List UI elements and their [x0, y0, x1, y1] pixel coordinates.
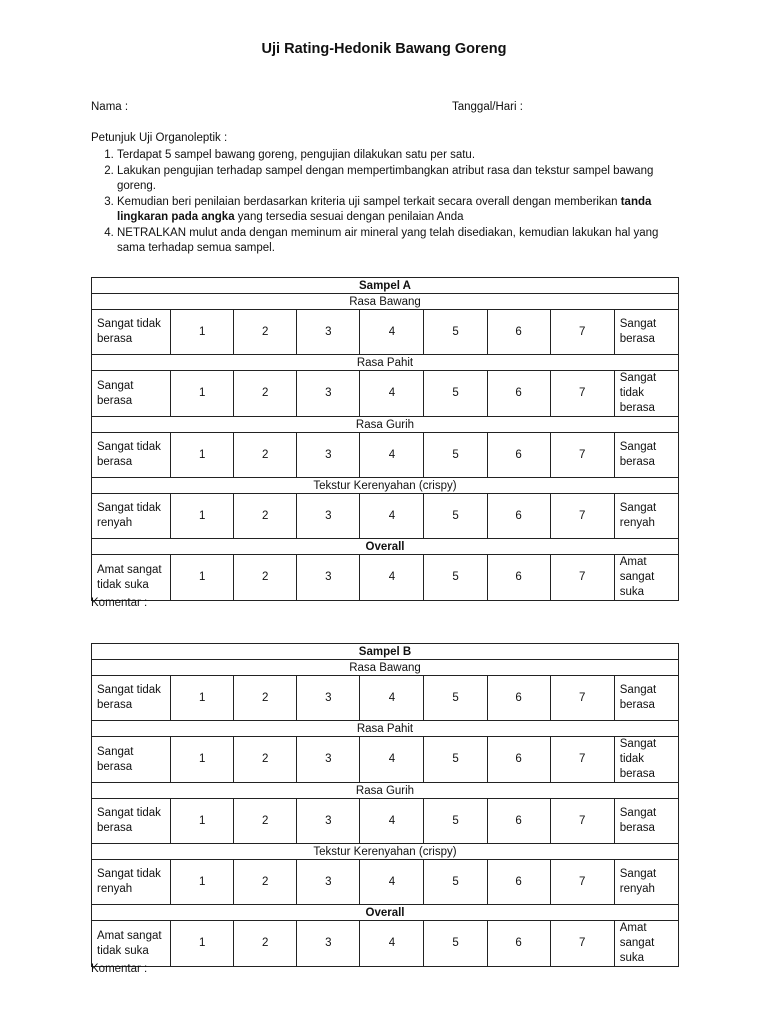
scale-right-anchor: Sangat tidak berasa: [614, 737, 678, 783]
scale-option-6[interactable]: 6: [487, 371, 550, 417]
sampel-b-table: [91, 643, 679, 967]
instruction-emphasis: tanda lingkaran pada angka: [117, 196, 652, 223]
scale-right-anchor: Amat sangat suka: [614, 921, 678, 967]
nama-field-label: Nama :: [91, 101, 129, 113]
scale-right-anchor: Sangat berasa: [614, 799, 678, 844]
scale-left-anchor: Sangat tidak berasa: [92, 799, 171, 844]
scale-option-6[interactable]: 6: [487, 494, 550, 539]
scale-option-3[interactable]: 3: [297, 860, 360, 905]
scale-option-2[interactable]: 2: [234, 310, 297, 355]
sampel-b-komentar: Komentar :: [91, 963, 148, 975]
scale-option-4[interactable]: 4: [360, 555, 424, 601]
scale-option-7[interactable]: 7: [550, 860, 614, 905]
scale-option-7[interactable]: 7: [550, 676, 614, 721]
scale-option-6[interactable]: 6: [487, 921, 550, 967]
scale-option-7[interactable]: 7: [550, 737, 614, 783]
scale-option-2[interactable]: 2: [234, 676, 297, 721]
scale-option-5[interactable]: 5: [424, 433, 487, 478]
scale-option-6[interactable]: 6: [487, 676, 550, 721]
sampel-a-table: [91, 277, 679, 601]
scale-option-3[interactable]: 3: [297, 676, 360, 721]
attribute-header: Rasa Gurih: [92, 417, 679, 433]
scale-option-5[interactable]: 5: [424, 799, 487, 844]
scale-option-7[interactable]: 7: [550, 921, 614, 967]
scale-option-4[interactable]: 4: [360, 799, 424, 844]
sampel-a-komentar: Komentar :: [91, 597, 148, 609]
scale-option-3[interactable]: 3: [297, 310, 360, 355]
scale-option-1[interactable]: 1: [171, 310, 234, 355]
scale-left-anchor: Amat sangat tidak suka: [92, 921, 171, 967]
scale-option-5[interactable]: 5: [424, 310, 487, 355]
scale-option-5[interactable]: 5: [424, 737, 487, 783]
scale-option-7[interactable]: 7: [550, 555, 614, 601]
scale-option-6[interactable]: 6: [487, 433, 550, 478]
scale-option-5[interactable]: 5: [424, 860, 487, 905]
scale-option-1[interactable]: 1: [171, 921, 234, 967]
tanggal-field-label: Tanggal/Hari :: [452, 101, 523, 113]
scale-option-4[interactable]: 4: [360, 860, 424, 905]
scale-option-2[interactable]: 2: [234, 737, 297, 783]
scale-right-anchor: Sangat renyah: [614, 860, 678, 905]
scale-option-1[interactable]: 1: [171, 433, 234, 478]
scale-right-anchor: Sangat tidak berasa: [614, 371, 678, 417]
instruction-item-1: 1. Terdapat 5 sampel bawang goreng, pengujian dilakukan satu per satu.: [117, 148, 681, 163]
scale-option-3[interactable]: 3: [297, 737, 360, 783]
page-title: Uji Rating-Hedonik Bawang Goreng: [261, 41, 507, 57]
instructions-list: [91, 148, 681, 256]
scale-left-anchor: Sangat berasa: [92, 371, 171, 417]
scale-option-7[interactable]: 7: [550, 799, 614, 844]
scale-option-1[interactable]: 1: [171, 555, 234, 601]
scale-option-3[interactable]: 3: [297, 494, 360, 539]
attribute-header: Rasa Bawang: [92, 294, 679, 310]
scale-option-2[interactable]: 2: [234, 433, 297, 478]
scale-left-anchor: Sangat tidak renyah: [92, 494, 171, 539]
instructions-block: [91, 131, 681, 257]
scale-option-4[interactable]: 4: [360, 433, 424, 478]
sampel-title: Sampel B: [92, 644, 679, 660]
scale-option-3[interactable]: 3: [297, 921, 360, 967]
scale-option-1[interactable]: 1: [171, 799, 234, 844]
attribute-header: Overall: [92, 905, 679, 921]
scale-right-anchor: Sangat berasa: [614, 433, 678, 478]
scale-option-4[interactable]: 4: [360, 676, 424, 721]
scale-option-3[interactable]: 3: [297, 371, 360, 417]
scale-option-2[interactable]: 2: [234, 799, 297, 844]
scale-option-6[interactable]: 6: [487, 737, 550, 783]
scale-option-2[interactable]: 2: [234, 371, 297, 417]
attribute-header: Rasa Gurih: [92, 783, 679, 799]
scale-option-4[interactable]: 4: [360, 494, 424, 539]
scale-left-anchor: Sangat berasa: [92, 737, 171, 783]
scale-option-2[interactable]: 2: [234, 494, 297, 539]
scale-left-anchor: Sangat tidak berasa: [92, 310, 171, 355]
attribute-header: Overall: [92, 539, 679, 555]
scale-right-anchor: Amat sangat suka: [614, 555, 678, 601]
scale-option-4[interactable]: 4: [360, 737, 424, 783]
scale-right-anchor: Sangat berasa: [614, 310, 678, 355]
scale-option-4[interactable]: 4: [360, 921, 424, 967]
instruction-item-2: 2. Lakukan pengujian terhadap sampel dengan mempertimbangkan atribut rasa dan tekstur sampel bawang goreng.: [117, 164, 681, 194]
scale-left-anchor: Sangat tidak renyah: [92, 860, 171, 905]
sampel-title: Sampel A: [92, 278, 679, 294]
instruction-item-3: 3. Kemudian beri penilaian berdasarkan kriteria uji sampel terkait secara overall dengan memberikan tanda lingkaran pada angka yang tersedia sesuai dengan penilaian Anda: [117, 195, 681, 225]
scale-option-1[interactable]: 1: [171, 860, 234, 905]
scale-option-7[interactable]: 7: [550, 371, 614, 417]
scale-right-anchor: Sangat renyah: [614, 494, 678, 539]
instructions-heading: Petunjuk Uji Organoleptik :: [91, 132, 228, 144]
instruction-item-4: 4. NETRALKAN mulut anda dengan meminum air mineral yang telah disediakan, kemudian lakukan hal yang sama terhadap semua sampel.: [117, 226, 681, 256]
scale-option-7[interactable]: 7: [550, 433, 614, 478]
scale-option-6[interactable]: 6: [487, 555, 550, 601]
attribute-header: Tekstur Kerenyahan (crispy): [92, 844, 679, 860]
scale-option-5[interactable]: 5: [424, 921, 487, 967]
scale-option-1[interactable]: 1: [171, 371, 234, 417]
scale-option-5[interactable]: 5: [424, 371, 487, 417]
scale-right-anchor: Sangat berasa: [614, 676, 678, 721]
scale-option-6[interactable]: 6: [487, 860, 550, 905]
scale-option-2[interactable]: 2: [234, 555, 297, 601]
attribute-header: Tekstur Kerenyahan (crispy): [92, 478, 679, 494]
scale-option-3[interactable]: 3: [297, 799, 360, 844]
scale-option-2[interactable]: 2: [234, 921, 297, 967]
scale-option-1[interactable]: 1: [171, 676, 234, 721]
scale-option-1[interactable]: 1: [171, 494, 234, 539]
scale-left-anchor: Amat sangat tidak suka: [92, 555, 171, 601]
attribute-header: Rasa Pahit: [92, 355, 679, 371]
scale-option-2[interactable]: 2: [234, 860, 297, 905]
scale-left-anchor: Sangat tidak berasa: [92, 676, 171, 721]
scale-option-6[interactable]: 6: [487, 799, 550, 844]
attribute-header: Rasa Bawang: [92, 660, 679, 676]
scale-option-4[interactable]: 4: [360, 371, 424, 417]
scale-option-6[interactable]: 6: [487, 310, 550, 355]
scale-option-5[interactable]: 5: [424, 555, 487, 601]
scale-option-3[interactable]: 3: [297, 555, 360, 601]
scale-left-anchor: Sangat tidak berasa: [92, 433, 171, 478]
scale-option-4[interactable]: 4: [360, 310, 424, 355]
attribute-header: Rasa Pahit: [92, 721, 679, 737]
scale-option-5[interactable]: 5: [424, 676, 487, 721]
scale-option-5[interactable]: 5: [424, 494, 487, 539]
scale-option-7[interactable]: 7: [550, 310, 614, 355]
scale-option-1[interactable]: 1: [171, 737, 234, 783]
scale-option-7[interactable]: 7: [550, 494, 614, 539]
scale-option-3[interactable]: 3: [297, 433, 360, 478]
